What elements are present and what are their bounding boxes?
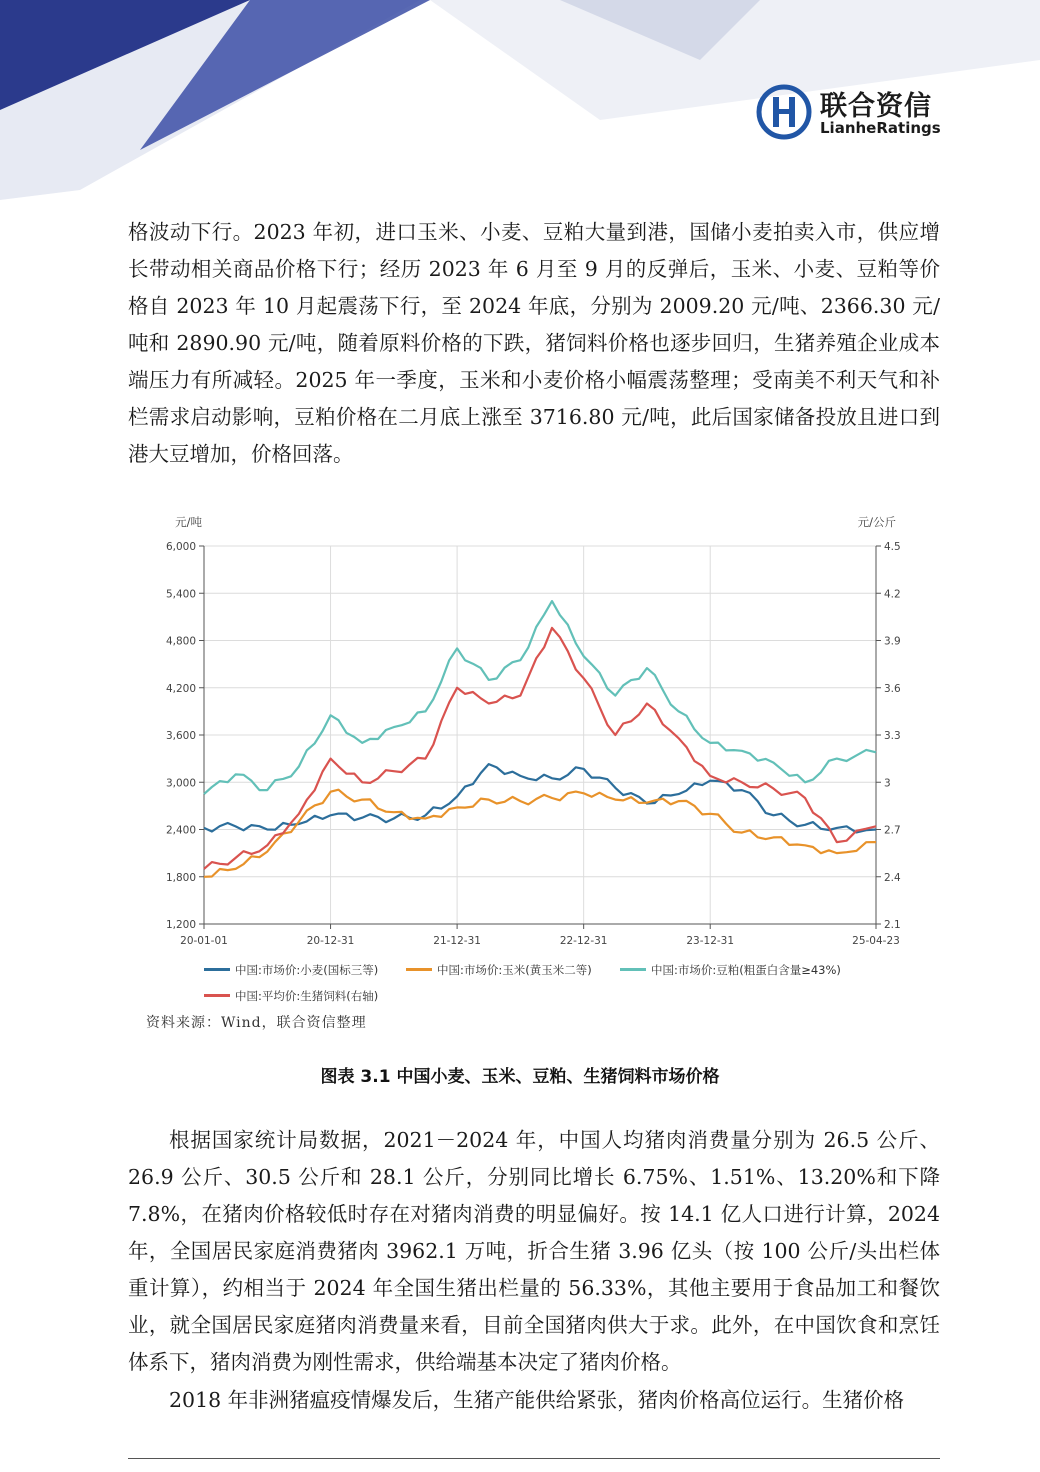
figure-source: 资料来源：Wind，联合资信整理 — [146, 1015, 367, 1031]
y-tick-label-left: 5,400 — [165, 588, 196, 601]
legend-item — [204, 988, 378, 1004]
legend-swatch — [204, 968, 230, 971]
figure-caption: 图表 3.1 中国小麦、玉米、豆粕、生猪饲料市场价格 — [320, 1067, 720, 1087]
legend-swatch — [620, 968, 646, 971]
paragraph-1: 格波动下行。2023 年初，进口玉米、小麦、豆粕大量到港，国储小麦拍卖入市，供应增长带动相关商品价格下行；经历 2023 年 6 月至 9 月的反弹后，玉米、小麦、豆粕等价格自 2023 年 10 月起震荡下行，至 2024 年底，分别为 2009.20 元/吨、2366.30 元/吨和 2890.90 元/吨，随着原料价格的下跌，猪饲料价格也逐步回归，生猪养殖企业成本端压力有所减轻。2025 年一季度，玉米和小麦价格小幅震荡整理；受南美不利天气和补栏需求启动影响，豆粕价格在二月底上涨至 3716.80 元/吨，此后国家储备投放且进口到港大豆增加，价格回落。 — [128, 220, 940, 466]
series-line — [204, 628, 876, 869]
legend-swatch — [406, 968, 432, 971]
lianhe-logo-icon — [756, 84, 812, 140]
y-tick-label-right: 2.1 — [884, 919, 901, 931]
legend-item — [406, 962, 592, 978]
legend-swatch — [204, 994, 230, 997]
y-tick-label-left: 2,400 — [165, 824, 196, 837]
y-tick-label-left: 3,600 — [165, 730, 196, 742]
y-tick-label-left: 1,200 — [165, 919, 196, 931]
y-tick-label-left: 4,800 — [165, 635, 196, 648]
y-tick-label-right: 3.6 — [884, 682, 901, 695]
y-tick-label-left: 6,000 — [165, 541, 196, 553]
y-tick-label-left: 1,800 — [165, 871, 196, 884]
x-tick-label: 20-12-31 — [306, 935, 355, 947]
legend-item — [204, 962, 378, 978]
paragraph-3: 2018 年非洲猪瘟疫情爆发后，生猪产能供给紧张，猪肉价格高位运行。生猪价格 — [169, 1388, 905, 1412]
legend-label: 中国:平均价:生猪饲料(右轴) — [235, 989, 379, 1003]
logo-name-en: LianheRatings — [820, 119, 941, 137]
x-tick-label: 21-12-31 — [433, 935, 481, 947]
y-axis-unit-left: 元/吨 — [175, 515, 202, 529]
x-tick-label: 22-12-31 — [559, 935, 608, 947]
y-tick-label-right: 3.3 — [884, 730, 901, 742]
legend-label: 中国:市场价:小麦(国标三等) — [235, 963, 379, 977]
y-tick-label-right: 4.2 — [884, 588, 901, 601]
y-tick-label-right: 3 — [884, 777, 891, 790]
series-line — [204, 601, 876, 794]
y-tick-label-right: 3.9 — [884, 635, 901, 648]
price-chart — [120, 504, 920, 1044]
legend-label: 中国:市场价:玉米(黄玉米二等) — [437, 963, 592, 977]
legend-item — [620, 962, 841, 978]
logo-name-cn: 联合资信 — [820, 91, 932, 122]
paragraph-2: 根据国家统计局数据，2021－2024 年，中国人均猪肉消费量分别为 26.5 公斤、26.9 公斤、30.5 公斤和 28.1 公斤，分别同比增长 6.75%、1.51%、13.20%和下降 7.8%，在猪肉价格较低时存在对猪肉消费的明显偏好。按 14.1 亿人口进行计算，2024 年，全国居民家庭消费猪肉 3962.1 万吨，折合生猪 3.96 亿头（按 100 公斤/头出栏体重计算），约相当于 2024 年全国生猪出栏量的 56.33%，其他主要用于食品加工和餐饮业，就全国居民家庭猪肉消费量来看，目前全国猪肉供大于求。此外，在中国饮食和烹饪体系下，猪肉消费为刚性需求，供给端基本决定了猪肉价格。 — [128, 1128, 940, 1374]
legend-label: 中国:市场价:豆粕(粗蛋白含量≥43%) — [651, 963, 841, 977]
x-tick-label: 20-01-01 — [180, 935, 228, 947]
price-chart-svg — [120, 504, 920, 1024]
y-tick-label-right: 2.4 — [884, 871, 901, 884]
x-tick-label: 23-12-31 — [686, 935, 735, 947]
y-tick-label-left: 4,200 — [165, 682, 196, 695]
y-tick-label-right: 4.5 — [884, 541, 901, 553]
x-tick-label: 25-04-23 — [852, 935, 900, 947]
y-axis-unit-right: 元/公斤 — [857, 515, 896, 529]
y-tick-label-left: 3,000 — [165, 777, 196, 790]
company-logo — [756, 84, 956, 144]
y-tick-label-right: 2.7 — [884, 824, 901, 837]
footer-rule — [128, 1458, 940, 1459]
